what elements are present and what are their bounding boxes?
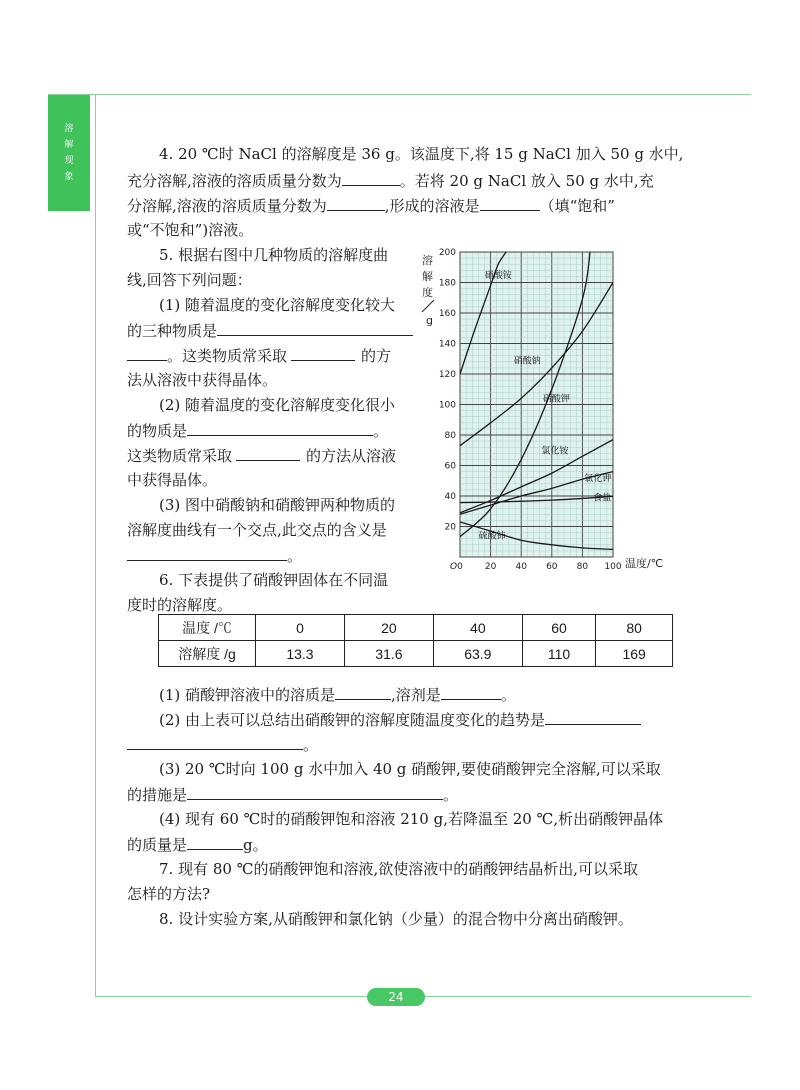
q6-4-line-2: 的质量是 g。 [127,836,268,854]
q6-3-line-2: 的措施是 。 [127,786,459,804]
table-cell: 60 [522,615,595,641]
y-tick-label: 140 [438,339,456,350]
table-cell: 31.6 [344,641,433,667]
chart-svg [418,244,678,580]
answer-blank[interactable] [127,345,167,361]
x-tick-label: 0 [457,562,463,572]
answer-blank[interactable] [327,195,385,211]
table-cell: 169 [596,641,673,667]
table-cell: 63.9 [433,641,522,667]
q6-1-line: (1) 硝酸钾溶液中的溶质是 ,溶剂是 。 [159,686,516,704]
q5-line-2: 线,回答下列问题： [127,271,252,289]
y-axis-label-char: 度 [422,286,433,299]
y-tick-label: 200 [438,248,456,258]
answer-blank[interactable] [291,345,355,361]
y-axis-label-slash [422,300,434,312]
q5-1-line-2: 的三种物质是 [127,320,413,341]
table-cell: 40 [433,615,522,641]
q6-3-line-1: (3) 20 ℃时向 100 g 水中加入 40 g 硝酸钾,要使硝酸钾完全溶解,可以采取 [159,760,661,778]
x-axis-label: 温度/℃ [625,557,664,570]
q4-line-1: 4. 20 ℃时 NaCl 的溶解度是 36 g。该温度下,将 15 g NaCl 加入 50 g 水中, [159,145,684,163]
series-label: 氯化钾 [584,473,612,484]
chapter-char: 溶 [64,124,74,134]
answer-blank[interactable] [480,195,540,211]
table-header-cell: 溶解度 /g [159,641,256,667]
q5-3-line-2: 溶解度曲线有一个交点,此交点的含义是 [127,521,387,539]
y-tick-label: 120 [438,370,456,380]
y-axis-label-unit: g [426,314,433,327]
q5-line-1: 5. 根据右图中几种物质的溶解度曲 [159,246,389,264]
chapter-char: 解 [64,140,74,150]
q5-3-line-3: 。 [127,545,302,566]
q5-3-line-1: (3) 图中硝酸钠和硝酸钾两种物质的 [159,496,396,514]
y-tick-label: 60 [444,461,456,472]
table-cell: 20 [344,615,433,641]
answer-blank[interactable] [545,709,641,725]
q4-line-4: 或“不饱和”)溶液。 [127,221,254,239]
y-tick-label: 180 [438,278,456,289]
series-label: 硝酸钠 [513,356,541,367]
page-number: 24 [367,988,425,1006]
x-tick-label: 60 [546,562,558,572]
y-tick-label: 160 [438,309,456,319]
answer-blank[interactable] [441,684,501,700]
x-tick-label: 20 [484,562,497,572]
y-axis-label-char: 溶 [422,254,433,267]
q4-line-3: 分溶解,溶液的溶质质量分数为 ,形成的溶液是 （填“饱和” [127,197,615,215]
table-row [159,641,673,667]
q5-2-line-2: 的物质是 。 [127,422,389,440]
answer-blank[interactable] [187,784,443,800]
q6-2-line-1: (2) 由上表可以总结出硝酸钾的溶解度随温度变化的趋势是 [159,709,641,730]
q5-2-line-3: 这类物质常采取 的方法从溶液 [127,447,397,465]
q6-line-2: 度时的溶解度。 [127,596,233,614]
q6-line-1: 6. 下表提供了硝酸钾固体在不同温 [159,571,389,589]
q8-line: 8. 设计实验方案,从硝酸钾和氯化钠（少量）的混合物中分离出硝酸钾。 [159,910,633,928]
q5-1-line-1: (1) 随着温度的变化溶解度变化较大 [159,296,396,314]
q5-1-line-3: 。这类物质常采取 的方 [127,345,391,366]
x-tick-label: 80 [576,562,589,572]
q4-line-2: 充分溶解,溶液的溶质质量分数为 。若将 20 g NaCl 放入 50 g 水中,充 [127,172,654,190]
answer-blank[interactable] [127,545,287,561]
answer-blank[interactable] [236,445,300,461]
answer-blank[interactable] [187,420,373,436]
series-label: 氯化铵 [541,446,569,457]
q5-1-line-4: 法从溶液中获得晶体。 [127,371,278,389]
answer-blank[interactable] [187,834,243,850]
x-tick-label: 40 [515,562,527,572]
y-axis-label-char: 解 [422,270,433,283]
solubility-chart [418,244,678,580]
frame-top-border [48,94,751,95]
q5-2-line-4: 中获得晶体。 [127,471,218,489]
series-label: 硝酸钾 [542,394,570,405]
y-tick-label: 100 [438,400,456,411]
table-cell: 0 [256,615,345,641]
q7-line-2: 怎样的方法? [127,885,211,903]
frame-left-border [95,94,96,996]
table-cell: 80 [596,615,673,641]
y-tick-label: 40 [444,492,456,502]
q5-2-line-1: (2) 随着温度的变化溶解度变化很小 [159,396,396,414]
chapter-tab [48,95,90,211]
answer-blank[interactable] [127,734,303,750]
table-cell: 110 [522,641,595,667]
y-tick-label: 80 [444,431,456,441]
solubility-table [158,614,673,667]
answer-blank[interactable] [217,320,413,336]
q7-line-1: 7. 现有 80 ℃的硝酸钾饱和溶液,欲使溶液中的硝酸钾结晶析出,可以采取 [159,860,639,878]
origin-label: O [450,562,458,572]
chapter-char: 象 [64,172,74,182]
series-label: 食盐 [593,493,612,504]
table-row [159,615,673,641]
x-tick-label: 100 [604,562,622,572]
answer-blank[interactable] [342,170,400,186]
chapter-char: 现 [64,156,74,166]
table-header-cell: 温度 /℃ [159,615,256,641]
answer-blank[interactable] [335,684,391,700]
q6-4-line-1: (4) 现有 60 ℃时的硝酸钾饱和溶液 210 g,若降温至 20 ℃,析出硝酸钾晶体 [159,810,664,828]
q6-2-line-2: 。 [127,734,318,755]
series-label: 硫酸铈 [478,531,506,542]
series-label: 硝酸铵 [484,270,512,281]
y-tick-label: 20 [444,522,456,533]
table-cell: 13.3 [256,641,345,667]
